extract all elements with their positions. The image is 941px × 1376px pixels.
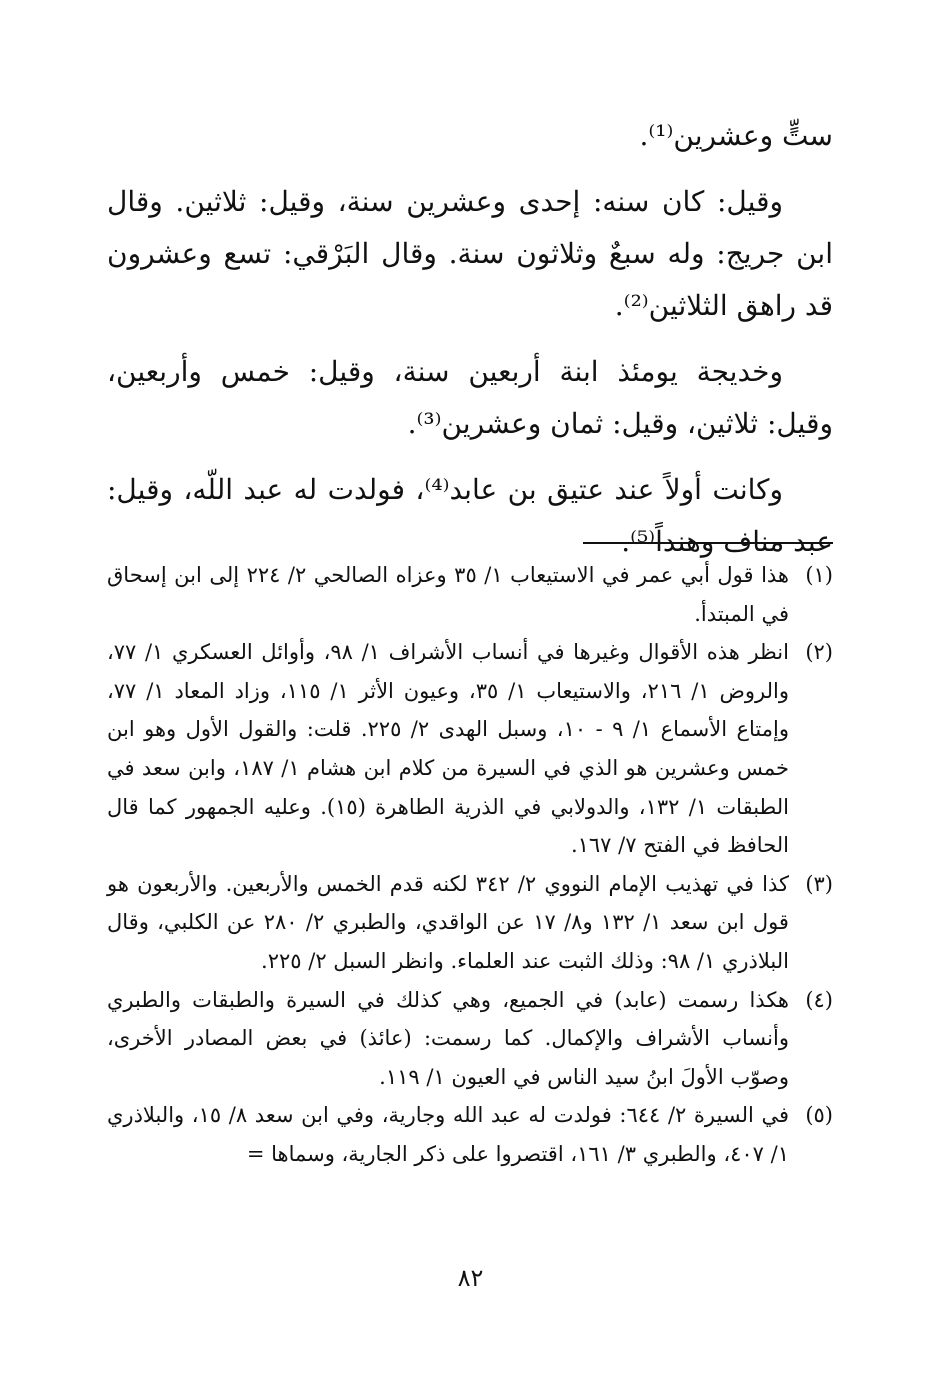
footnote-number: (٢) (805, 640, 833, 665)
footnote-5 (107, 1096, 833, 1173)
footnote-1 (107, 556, 833, 633)
footnote-number: (٣) (805, 871, 833, 896)
footnote-number: (١) (805, 563, 833, 587)
footnote-text: في السيرة ٢/ ٦٤٤: فولدت له عبد الله وجارية، وفي ابن سعد ٨/ ١٥، والبلاذري ١/ ٤٠٧، والطبري ٣/ ١٦١، اقتصروا على ذكر الجارية، وسماها = (107, 1103, 789, 1166)
paragraph-1: ستٍّ وعشرين⁽¹⁾. (639, 119, 833, 152)
footnotes (107, 556, 833, 1174)
footnote-text: انظر هذه الأقوال وغيرها في أنساب الأشراف ١/ ٩٨، وأوائل العسكري ١/ ٧٧، والروض ١/ ٢١٦، والاستيعاب ١/ ٣٥، وعيون الأثر ١/ ١١٥، وزاد المعاد ١/ ٧٧، وإمتاع الأسماع ١/ ٩ - ١٠، وسبل الهدى ٢/ ٢٢٥. قلت: والقول الأول وهو ابن خمس وعشرين هو الذي في السيرة من كلام ابن هشام ١/ ١٨٧، وابن سعد في الطبقات ١/ ١٣٢، والدولابي في الذرية الطاهرة (١٥). وعليه الجمهور كما قال الحافظ في الفتح ٧/ ١٦٧. (107, 640, 789, 858)
footnote-4 (107, 981, 833, 1097)
footnote-number: (٥) (805, 1103, 833, 1128)
footnote-text: كذا في تهذيب الإمام النووي ٢/ ٣٤٢ لكنه قدم الخمس والأربعين. والأربعون هو قول ابن سعد ١/ ١٣٢ و٨/ ١٧ عن الواقدي، والطبري ٢/ ٢٨٠ عن الكلبي، وقال البلاذري ١/ ٩٨: وذلك الثبت عند العلماء. وانظر السبل ٢/ ٢٢٥. (107, 871, 789, 973)
paragraph-4: وكانت أولاً عند عتيق بن عابد⁽⁴⁾، فولدت له عبد اللّه، وقيل: عبد مناف وهنداً⁽⁵⁾. (107, 473, 833, 558)
paragraph-2: وقيل: كان سنه: إحدى وعشرين سنة، وقيل: ثلاثين. وقال ابن جريج: وله سبعٌ وثلاثون سنة. وقال البَرْقي: تسع وعشرون قد راهق الثلاثين⁽²⁾. (107, 185, 833, 322)
footnote-text: هذا قول أبي عمر في الاستيعاب ١/ ٣٥ وعزاه الصالحي ٢/ ٢٢٤ إلى ابن إسحاق في المبتدأ. (107, 563, 789, 626)
page-number: ٨٢ (457, 1264, 484, 1292)
footnote-text: هكذا رسمت (عابد) في الجميع، وهي كذلك في السيرة والطبقات والطبري وأنساب الأشراف والإكمال. كما رسمت: (عائذ) في بعض المصادر الأخرى، وصوّب الأولَ ابنُ سيد الناس في العيون ١/ ١١٩. (107, 987, 789, 1089)
paragraph-3: وخديجة يومئذ ابنة أربعين سنة، وقيل: خمس وأربعين، وقيل: ثلاثين، وقيل: ثمان وعشرين⁽³⁾. (107, 355, 833, 440)
footnote-2 (107, 633, 833, 865)
footnote-separator (583, 542, 833, 544)
main-text (107, 110, 833, 582)
footnote-number: (٤) (805, 987, 833, 1012)
footnote-3 (107, 865, 833, 981)
